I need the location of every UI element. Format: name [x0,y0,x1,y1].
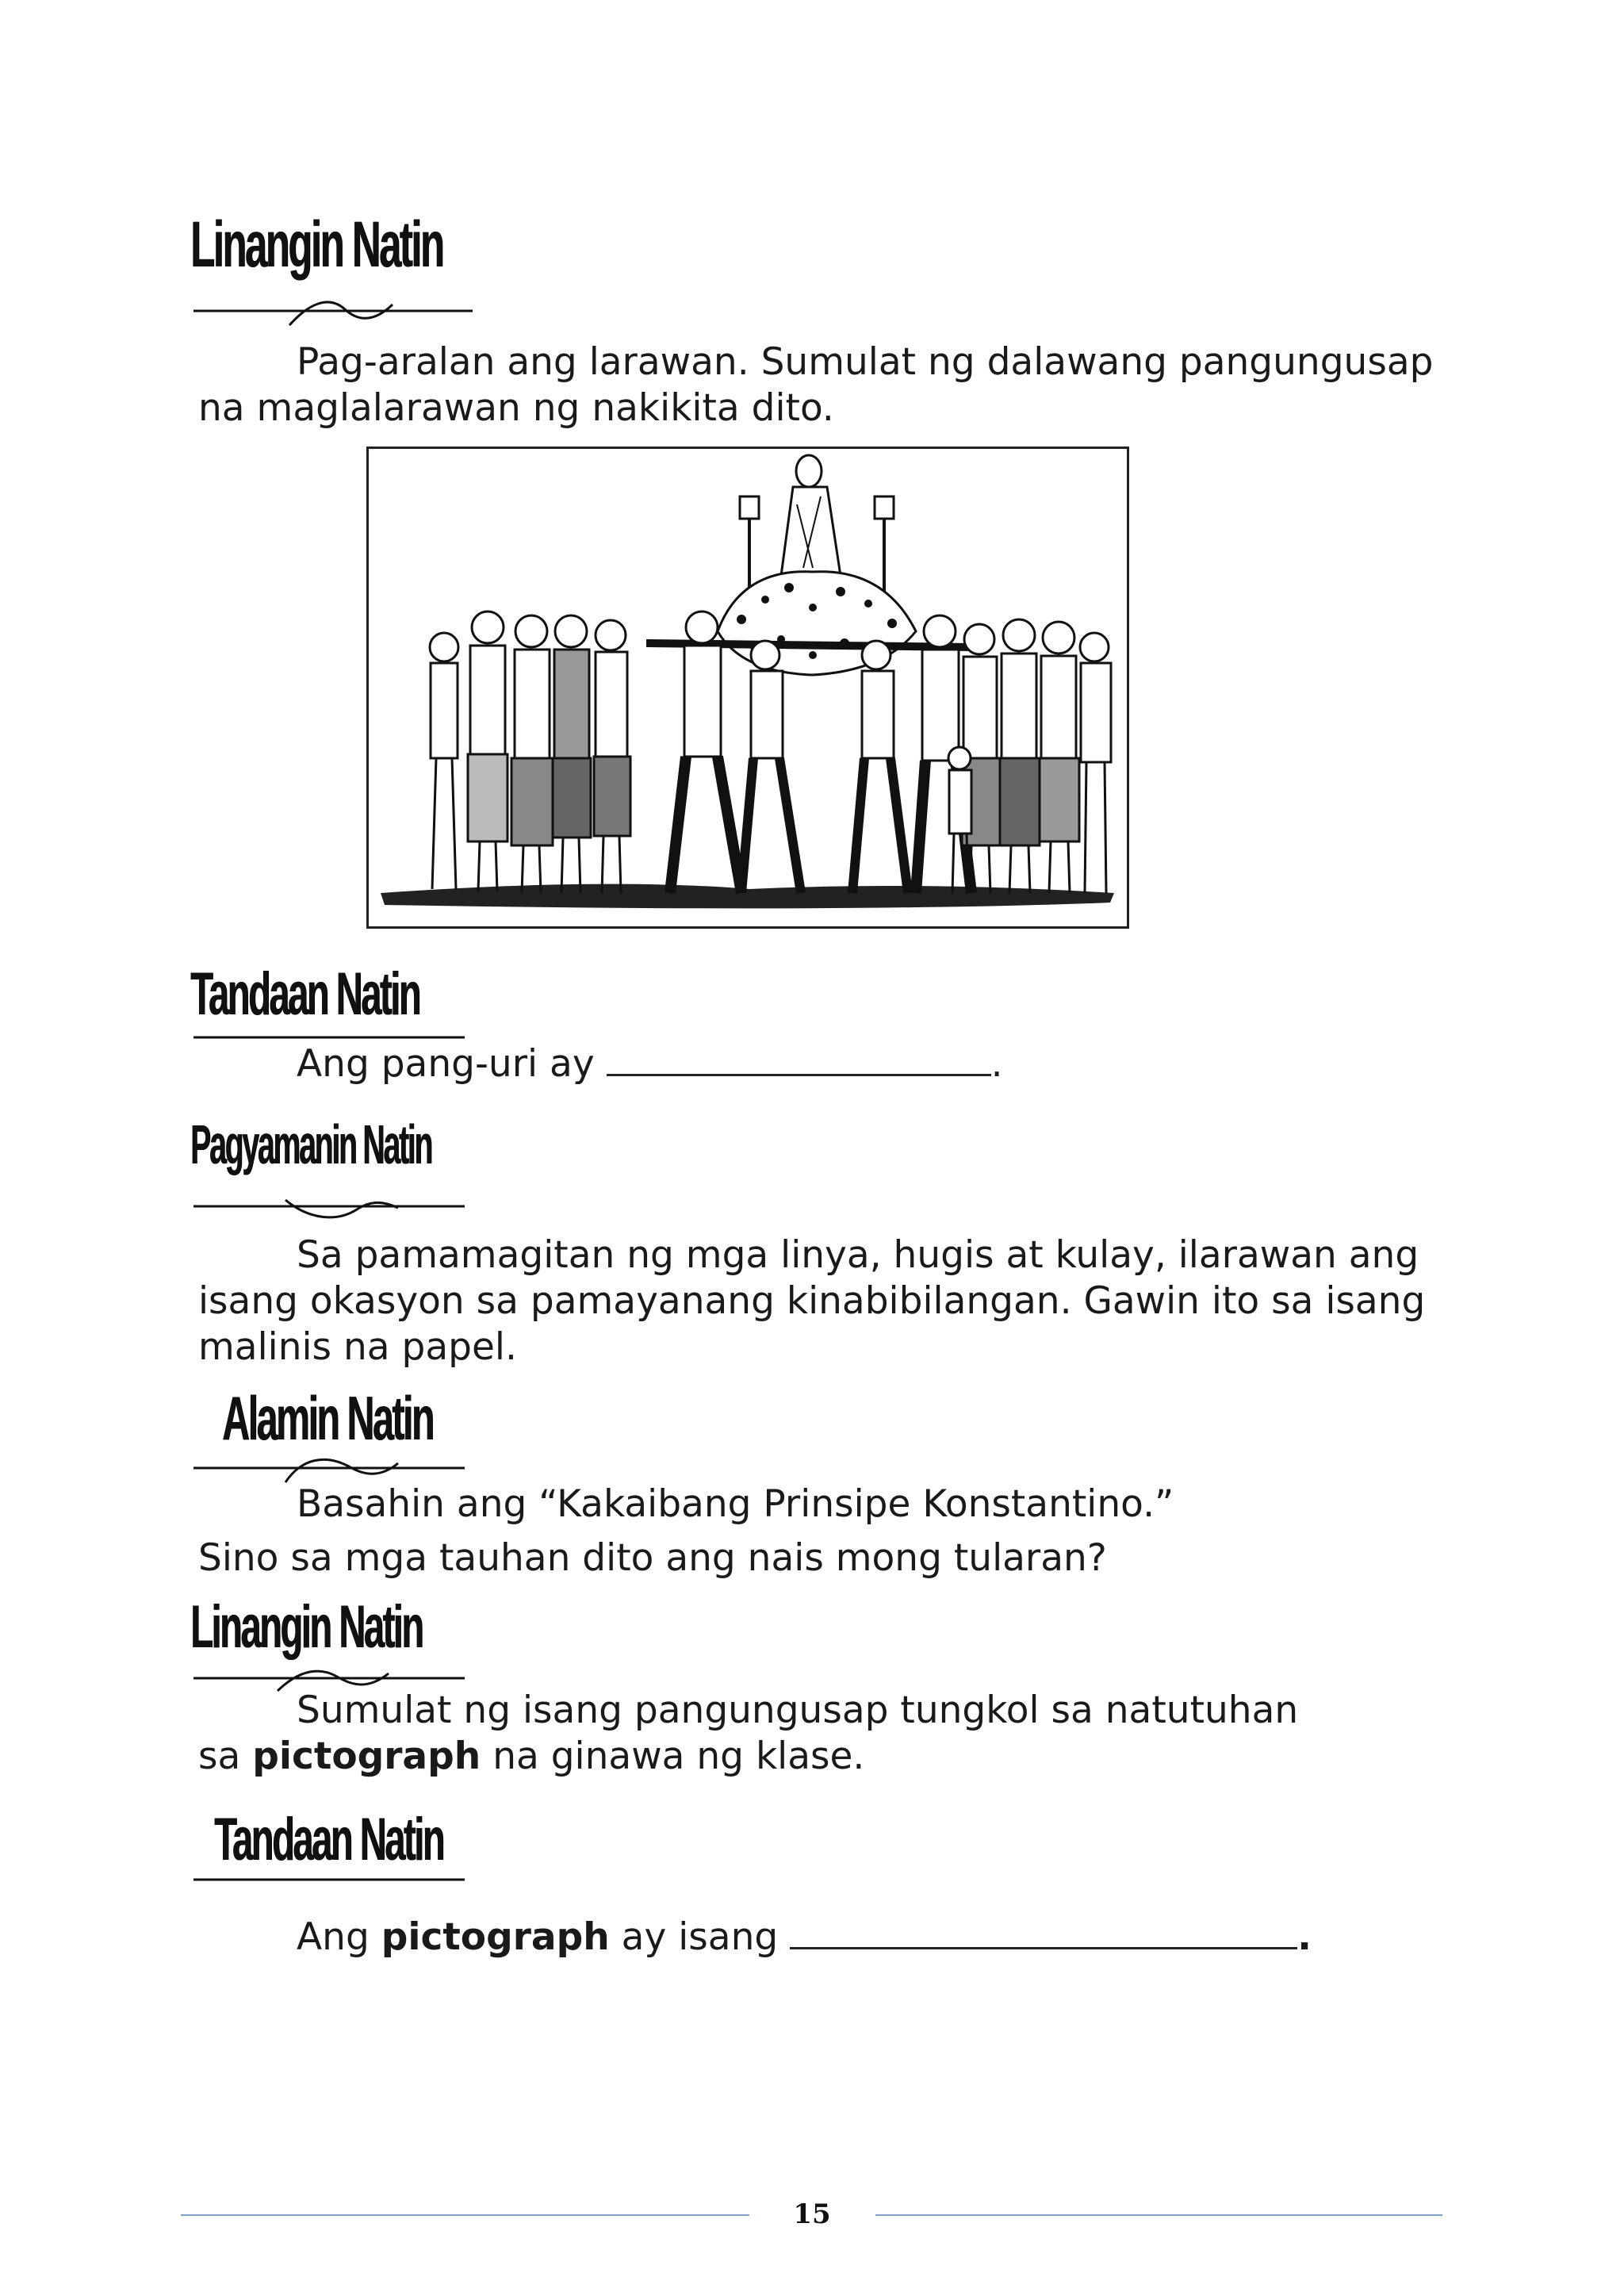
section-4-paragraph [198,1481,1451,1581]
definition-suffix: . [1297,1915,1312,1959]
heading-text: Linangin Natin [190,1593,423,1661]
reading-instruction: Basahin ang “Kakaibang Prinsipe Konstantino.” [297,1482,1174,1526]
section-heading-tandaan-2 [190,1805,584,1874]
section-heading-linangin-2 [190,1593,565,1662]
section-heading-pagyamanin [190,1113,621,1176]
footer-line-left [181,2214,749,2216]
keyword-pictograph: pictograph [381,1915,610,1959]
procession-illustration-icon [369,449,1127,926]
definition-middle: ay isang [609,1915,791,1959]
heading-text: Tandaan Natin [214,1806,443,1873]
instruction-text-2a: sa [198,1734,253,1778]
heading-underline-swash [190,1184,468,1232]
heading-underline-swash [190,287,476,335]
question-text: Sino sa mga tauhan dito ang nais mong tularan? [198,1536,1107,1580]
answer-blank[interactable] [607,1042,991,1076]
keyword-pictograph: pictograph [252,1734,481,1778]
section-5-paragraph [198,1688,1451,1780]
instruction-text: Pag-aralan ang larawan. Sumulat ng dalawang pangungusap na maglalarawan ng nakikita dito. [198,340,1434,430]
section-heading-tandaan-1 [190,960,560,1029]
instruction-text: Sa pamamagitan ng mga linya, hugis at kulay, ilarawan ang isang okasyon sa pamayanang kinabibilangan. Gawin ito sa isang malinis na papel. [198,1233,1426,1369]
footer-line-right [875,2214,1442,2216]
definition-prefix: Ang pang-uri ay [297,1042,607,1086]
heading-underline [190,1872,468,1888]
section-heading-alamin [190,1382,562,1455]
page-number: 15 [793,2198,831,2230]
procession-illustration-frame [366,447,1129,929]
heading-text: Tandaan Natin [190,960,419,1028]
section-3-paragraph [198,1232,1467,1370]
definition-suffix: . [990,1042,1003,1086]
section-1-paragraph [198,339,1451,431]
heading-text: Alamin Natin [222,1383,433,1453]
answer-blank[interactable] [790,1915,1297,1949]
definition-prefix: Ang [297,1915,381,1959]
instruction-text: Sumulat ng isang pangungusap tungkol sa natutuhan [297,1688,1299,1732]
section-6-paragraph [198,1915,1451,1961]
heading-text: Linangin Natin [190,209,443,281]
section-2-paragraph [198,1041,1451,1087]
instruction-text-2b: na ginawa ng klase. [481,1734,865,1778]
heading-text: Pagyamanin Natin [190,1114,431,1175]
section-heading-linangin-1 [190,208,597,282]
